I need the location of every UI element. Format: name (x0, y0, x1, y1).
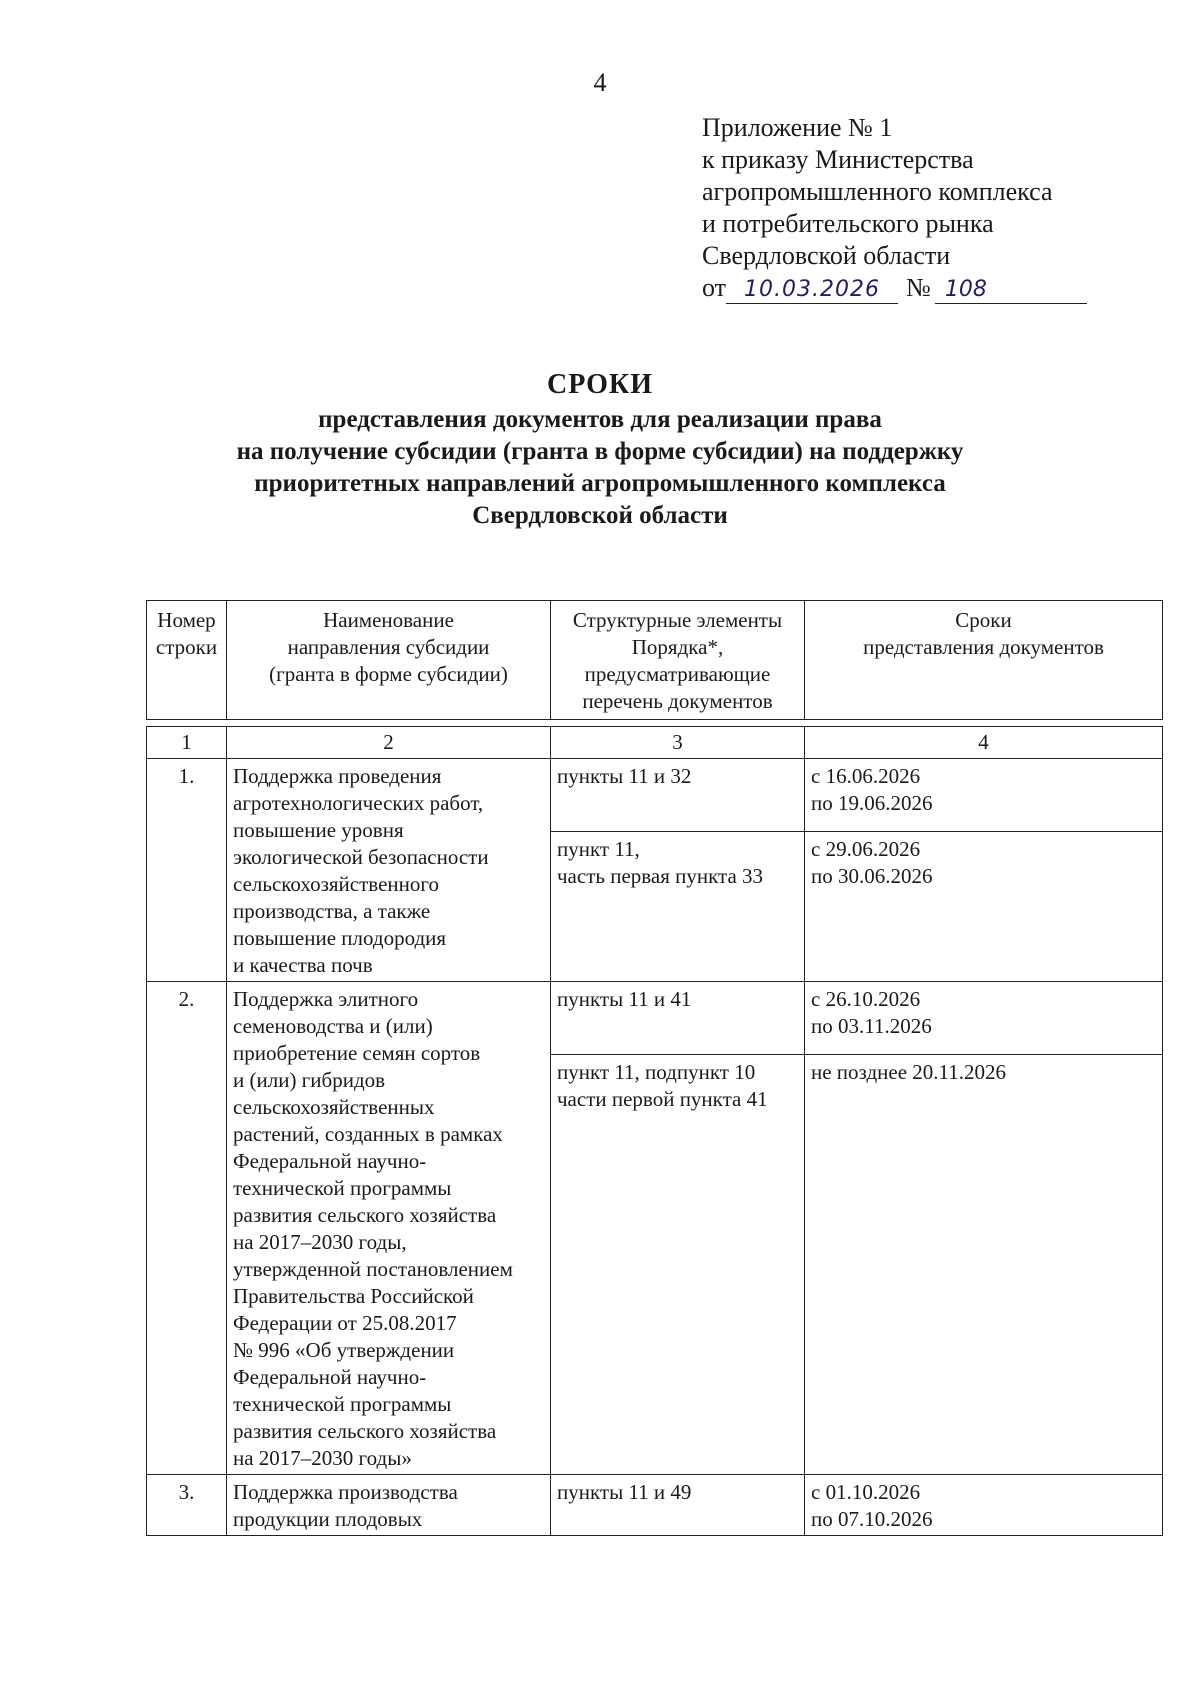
subsidy-name: Поддержка производства продукции плодовых (227, 1475, 551, 1536)
header-structural-elements: Структурные элементы Порядка*, предусматривающие перечень документов (551, 601, 805, 720)
row-number: 1. (147, 759, 227, 982)
subsidy-name: Поддержка проведения агротехнологических работ, повышение уровня экологической безопасности сельскохозяйственного производства, а также повышение плодородия и качества почв (227, 759, 551, 982)
deadline-terms: с 01.10.2026 по 07.10.2026 (805, 1475, 1163, 1536)
appendix-line: к приказу Министерства (702, 145, 974, 174)
table-row (147, 759, 1163, 832)
title-subtitle-line: приоритетных направлений агропромышленного комплекса (254, 470, 946, 497)
appendix-line: Свердловской области (702, 241, 951, 270)
appendix-line: Приложение № 1 (702, 113, 893, 142)
column-number: 2 (227, 727, 551, 759)
title-subtitle-line: Свердловской области (472, 502, 728, 529)
structural-elements: пункты 11 и 41 (551, 982, 805, 1055)
table-header-row (147, 601, 1163, 720)
row-number: 2. (147, 982, 227, 1475)
structural-elements: пункт 11, подпункт 10 части первой пункта 41 (551, 1055, 805, 1475)
column-number: 1 (147, 727, 227, 759)
column-number-row (147, 727, 1163, 759)
table-row (147, 982, 1163, 1055)
appendix-line: агропромышленного комплекса (702, 177, 1053, 206)
appendix-block (702, 112, 1122, 304)
appendix-line: и потребительского рынка (702, 209, 994, 238)
row-number: 3. (147, 1475, 227, 1536)
header-deadlines: Сроки представления документов (805, 601, 1163, 720)
deadline-terms: с 26.10.2026 по 03.11.2026 (805, 982, 1163, 1055)
date-prefix: от (702, 273, 727, 302)
header-subsidy-name: Наименование направления субсидии (гранта в форме субсидии) (227, 601, 551, 720)
handwritten-order-number: 108 (935, 277, 1087, 304)
page-number: 4 (593, 68, 607, 97)
header-separator (147, 720, 1163, 727)
table-row (147, 1475, 1163, 1536)
document-title (0, 368, 1200, 532)
deadline-terms: с 29.06.2026 по 30.06.2026 (805, 832, 1163, 982)
header-row-number: Номер строки (147, 601, 227, 720)
number-sign: № (906, 273, 931, 302)
structural-elements: пункты 11 и 49 (551, 1475, 805, 1536)
title-subtitle-line: представления документов для реализации права (318, 406, 882, 433)
deadlines-table (146, 600, 1163, 1536)
title-main: СРОКИ (546, 369, 654, 400)
column-number: 3 (551, 727, 805, 759)
column-number: 4 (805, 727, 1163, 759)
deadline-terms: с 16.06.2026 по 19.06.2026 (805, 759, 1163, 832)
structural-elements: пункты 11 и 32 (551, 759, 805, 832)
subsidy-name: Поддержка элитного семеноводства и (или) приобретение семян сортов и (или) гибридов сельскохозяйственных растений, созданных в рамках Федеральной научно- технической программы развития сельского хозяйства на 2017–2030 годы, утвержденной постановлением Правительства Российской Федерации от 25.08.2017 № 996 «Об утверждении Федеральной научно- технической программы развития сельского хозяйства на 2017–2030 годы» (227, 982, 551, 1475)
handwritten-date: 10.03.2026 (726, 277, 898, 304)
order-date-number-line (702, 272, 1122, 304)
deadline-terms: не позднее 20.11.2026 (805, 1055, 1163, 1475)
title-subtitle-line: на получение субсидии (гранта в форме субсидии) на поддержку (236, 438, 964, 465)
structural-elements: пункт 11, часть первая пункта 33 (551, 832, 805, 982)
